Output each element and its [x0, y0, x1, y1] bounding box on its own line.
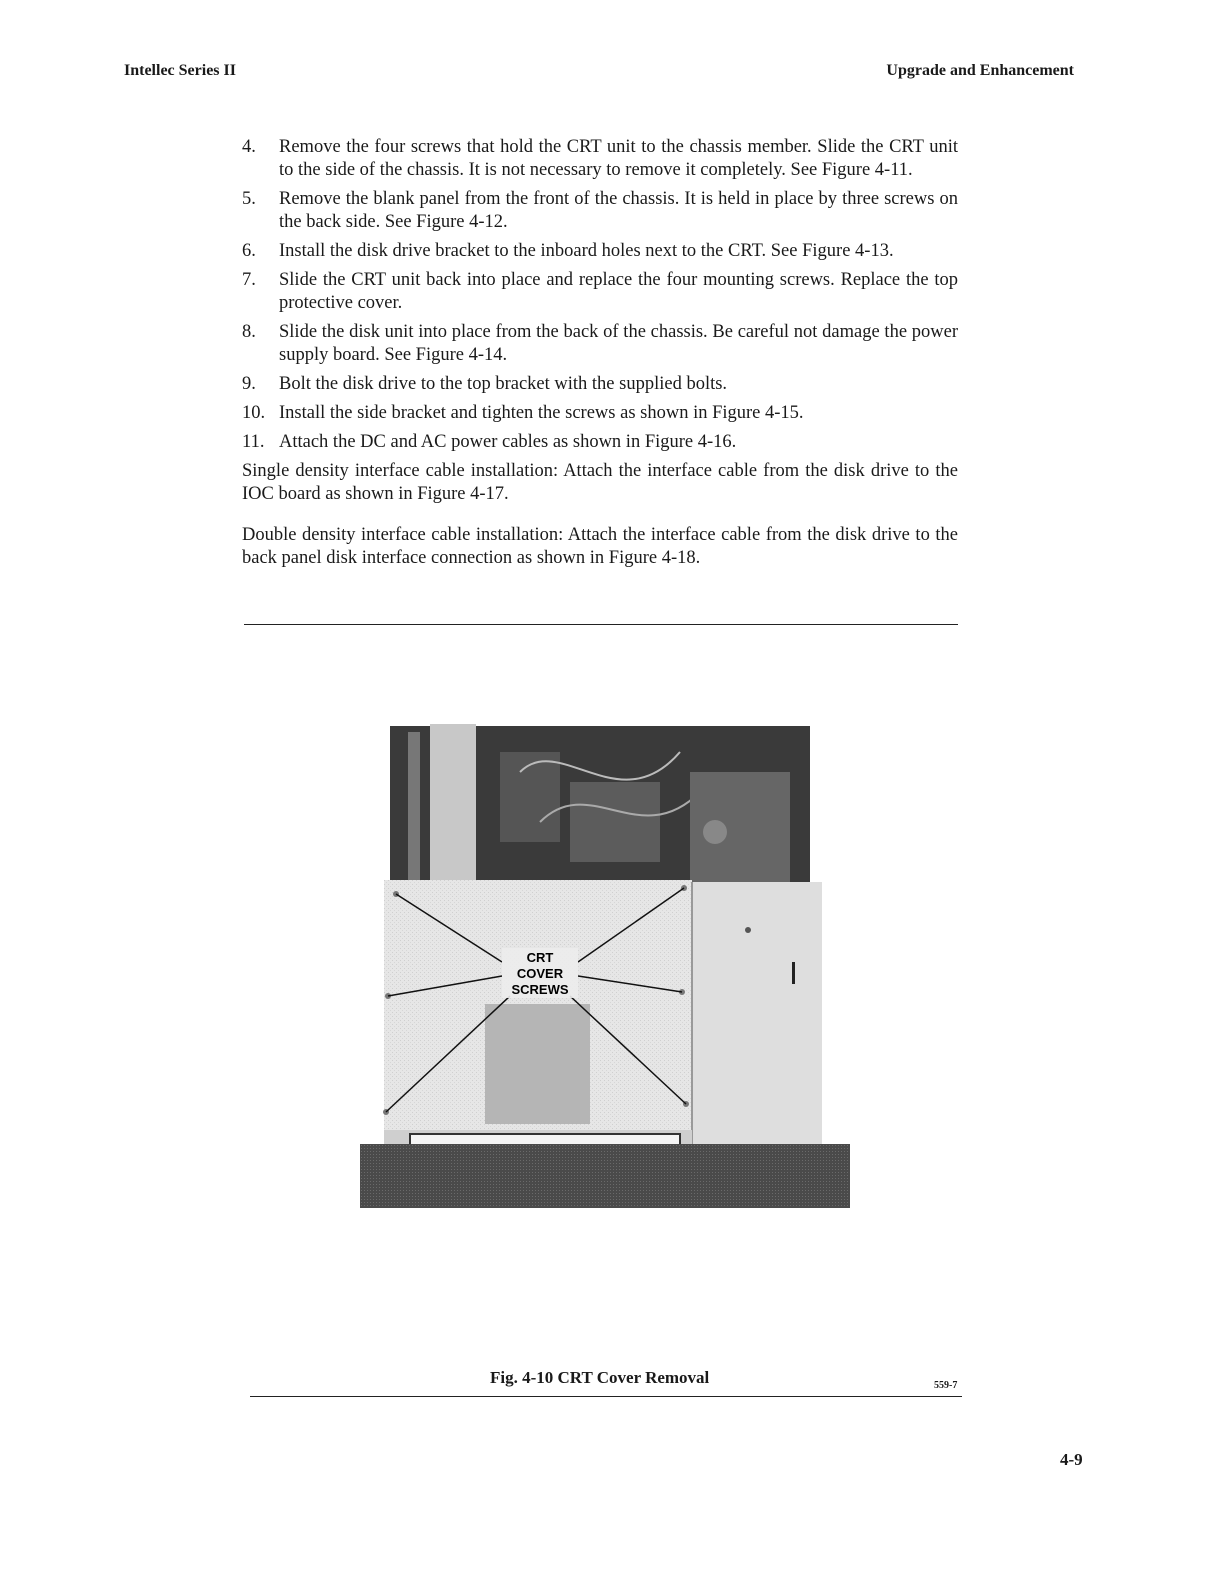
step-10 — [242, 402, 958, 425]
step-text: Remove the four screws that hold the CRT unit to the chassis member. Slide the CRT unit to the side of the chassis. It is not necessary to remove it completely. See Figure 4-11. — [279, 137, 958, 180]
single-density-paragraph: Single density interface cable installation: Attach the interface cable from the disk drive to the IOC board as shown in Figure 4-17. — [242, 461, 958, 504]
step-text: Slide the disk unit into place from the back of the chassis. Be careful not damage the power supply board. See Figure 4-14. — [279, 322, 958, 365]
callout-line-2: COVER — [516, 966, 564, 981]
step-number: 10. — [242, 403, 266, 423]
step-9 — [242, 373, 958, 396]
figure-caption: Fig. 4-10 CRT Cover Removal — [490, 1368, 710, 1387]
step-number: 11. — [242, 432, 265, 452]
step-text: Bolt the disk drive to the top bracket with the supplied bolts. — [279, 374, 728, 394]
figure-code: 559-7 — [934, 1380, 958, 1391]
step-4 — [242, 136, 958, 182]
step-number: 7. — [242, 270, 256, 290]
step-text: Attach the DC and AC power cables as shown in Figure 4-16. — [279, 432, 737, 452]
step-text: Install the disk drive bracket to the inboard holes next to the CRT. See Figure 4-13. — [279, 241, 894, 261]
running-header-left: Intellec Series II — [124, 62, 236, 79]
caption-rule — [250, 1396, 962, 1397]
step-text: Slide the CRT unit back into place and replace the four mounting screws. Replace the top protective cover. — [279, 270, 958, 313]
step-11 — [242, 431, 958, 454]
step-number: 9. — [242, 374, 256, 394]
callout-line-3: SCREWS — [511, 982, 569, 997]
step-number: 5. — [242, 189, 256, 209]
running-header-right: Upgrade and Enhancement — [886, 62, 1074, 79]
step-number: 4. — [242, 137, 256, 157]
step-8 — [242, 321, 958, 367]
crt-chassis-photo — [360, 712, 850, 1208]
double-density-paragraph: Double density interface cable installation: Attach the interface cable from the disk drive to the back panel disk interface connection as shown in Figure 4-18. — [242, 525, 958, 568]
step-7 — [242, 269, 958, 315]
callout-line-1: CRT — [526, 950, 554, 965]
step-number: 6. — [242, 241, 256, 261]
step-text: Install the side bracket and tighten the screws as shown in Figure 4-15. — [279, 403, 804, 423]
step-number: 8. — [242, 322, 256, 342]
section-divider — [244, 624, 958, 625]
step-6 — [242, 240, 958, 263]
step-text: Remove the blank panel from the front of the chassis. It is held in place by three screws on the back side. See Figure 4-12. — [279, 189, 958, 232]
step-5 — [242, 188, 958, 234]
page-number: 4-9 — [1060, 1450, 1083, 1469]
procedure-steps — [242, 136, 958, 588]
